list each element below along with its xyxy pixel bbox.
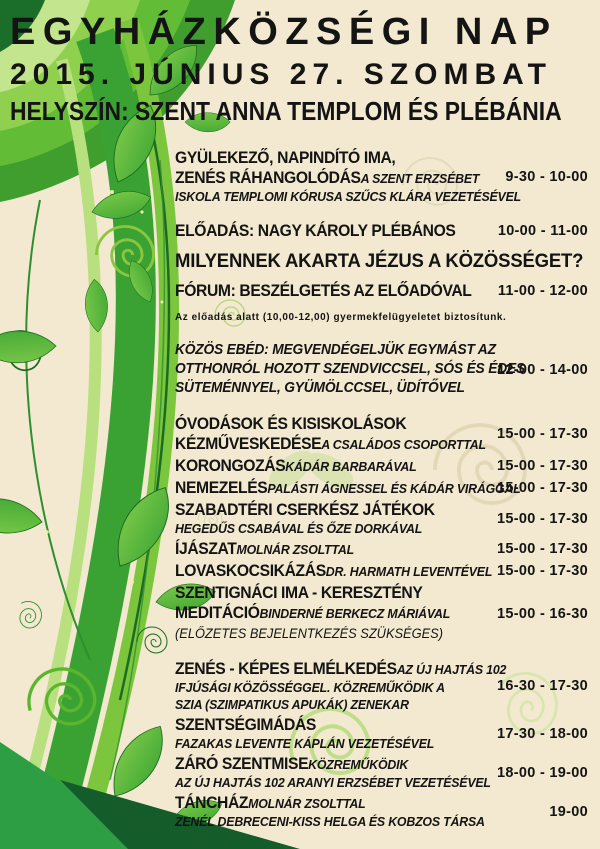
schedule-line bbox=[175, 281, 472, 301]
schedule-text: ISKOLA TEMPLOMI KÓRUSA SZŰCS KLÁRA VEZETÉSÉVEL bbox=[175, 189, 522, 204]
schedule-text: LOVASKOCSIKÁZÁS bbox=[175, 562, 326, 580]
schedule-item-lines bbox=[175, 715, 476, 752]
schedule-line bbox=[175, 715, 461, 735]
schedule-time: 15-00 - 17-30 bbox=[497, 541, 588, 557]
schedule-text: OTTHONRÓL HOZOTT SZENDVICCSEL, SÓS ÉS ÉDES bbox=[175, 361, 525, 377]
schedule-text: HEGEDŰS CSABÁVAL ÉS ŐZE DORKÁVAL bbox=[175, 521, 423, 536]
schedule-item-lines bbox=[175, 341, 525, 398]
schedule-time: 15-00 - 17-30 bbox=[497, 510, 588, 527]
schedule-item bbox=[175, 715, 588, 752]
schedule-text: PALÁSTI ÁGNESSEL ÉS KÁDÁR VIRÁGGAL bbox=[267, 481, 521, 496]
schedule-text: ZENÉS - KÉPES ELMÉLKEDÉS bbox=[175, 660, 397, 678]
schedule-item-lines bbox=[175, 561, 493, 581]
schedule-line bbox=[175, 774, 491, 791]
schedule-line bbox=[175, 379, 465, 398]
schedule-item bbox=[175, 414, 588, 454]
schedule-text: IFJÚSÁGI KÖZÖSSÉGGEL. KÖZREMŰKÖDIK A bbox=[175, 680, 445, 695]
schedule-text: MEDITÁCIÓ bbox=[175, 604, 260, 622]
schedule-line bbox=[175, 500, 461, 520]
schedule-item bbox=[175, 309, 588, 325]
schedule-time: 12-00 - 14-00 bbox=[497, 361, 588, 378]
schedule-line bbox=[175, 813, 485, 830]
schedule-text: ELŐADÁS: NAGY KÁROLY PLÉBÁNOS bbox=[175, 222, 456, 240]
schedule-item-lines bbox=[175, 583, 476, 623]
schedule-item-lines bbox=[175, 793, 485, 830]
schedule-time: 15-00 - 17-30 bbox=[497, 426, 588, 442]
schedule-list bbox=[175, 148, 588, 830]
schedule-line bbox=[175, 625, 461, 643]
poster-header bbox=[10, 10, 600, 127]
schedule-time: 10-00 - 11-00 bbox=[497, 223, 588, 239]
schedule-time: 17-30 - 18-00 bbox=[497, 725, 588, 742]
schedule-text: SZENTSÉGIMÁDÁS bbox=[175, 716, 317, 734]
schedule-time: 15-00 - 17-30 bbox=[497, 563, 588, 579]
schedule-text: A CSALÁDOS CSOPORTTAL bbox=[321, 437, 486, 452]
schedule-item bbox=[175, 500, 588, 537]
schedule-item-lines bbox=[175, 500, 476, 537]
schedule-text: SZABADTÉRI CSERKÉSZ JÁTÉKOK bbox=[175, 501, 435, 519]
schedule-item bbox=[175, 148, 588, 205]
schedule-text: DR. HARMATH LEVENTÉVEL bbox=[325, 564, 493, 579]
schedule-line bbox=[175, 679, 461, 696]
schedule-line bbox=[175, 539, 461, 559]
schedule-line bbox=[175, 478, 521, 498]
schedule-time: 15-00 - 17-30 bbox=[497, 458, 588, 474]
schedule-line bbox=[175, 249, 584, 273]
schedule-item bbox=[175, 539, 588, 559]
schedule-text: KORONGOZÁS bbox=[175, 457, 286, 475]
schedule-line bbox=[175, 168, 480, 188]
schedule-item-lines bbox=[175, 659, 507, 713]
schedule-text: KÖZREMŰKÖDIK bbox=[308, 757, 409, 772]
schedule-line bbox=[175, 561, 493, 581]
poster-date: 2015. JÚNIUS 27. SZOMBAT bbox=[10, 58, 552, 91]
schedule-item bbox=[175, 281, 588, 301]
schedule-text: FÓRUM: BESZÉLGETÉS AZ ELŐADÓVAL bbox=[175, 282, 472, 300]
schedule-text: KÉZMŰVESKEDÉSE bbox=[175, 435, 322, 453]
schedule-item-lines bbox=[175, 148, 522, 205]
schedule-item-lines bbox=[175, 221, 476, 241]
schedule-item bbox=[175, 583, 588, 623]
schedule-text: MOLNÁR ZSOLTTAL bbox=[248, 796, 366, 811]
schedule-item bbox=[175, 341, 588, 398]
schedule-line bbox=[175, 341, 496, 360]
schedule-text: ZENÉL DEBRECENI-KISS HELGA ÉS KOBZOS TÁRSA bbox=[175, 814, 485, 829]
schedule-text: SÜTEMÉNNYEL, GYÜMÖLCCSEL, ÜDÍTŐVEL bbox=[175, 380, 465, 396]
schedule-line bbox=[175, 583, 461, 603]
schedule-text: KÖZÖS EBÉD: MEGVENDÉGELJÜK EGYMÁST AZ bbox=[175, 342, 496, 358]
schedule-text: AZ ÚJ HAJTÁS 102 bbox=[396, 662, 507, 677]
schedule-text: ZENÉS RÁHANGOLÓDÁS bbox=[175, 169, 361, 187]
schedule-line bbox=[175, 221, 461, 241]
schedule-line bbox=[175, 696, 461, 713]
schedule-item bbox=[175, 561, 588, 581]
schedule-item-lines bbox=[175, 281, 476, 301]
schedule-item-lines bbox=[175, 625, 476, 643]
schedule-text: TÁNCHÁZ bbox=[175, 794, 249, 812]
schedule-line bbox=[175, 148, 461, 168]
schedule-line bbox=[175, 603, 461, 623]
schedule-item bbox=[175, 456, 588, 476]
schedule-time: 18-00 - 19-00 bbox=[497, 764, 588, 781]
schedule-line bbox=[175, 754, 461, 774]
schedule-item bbox=[175, 754, 588, 791]
schedule-line bbox=[175, 360, 525, 379]
schedule-item bbox=[175, 659, 588, 713]
schedule-text: SZIA (SZIMPATIKUS APUKÁK) ZENEKAR bbox=[175, 697, 409, 712]
schedule-item bbox=[175, 221, 588, 241]
schedule-text: ÍJÁSZAT bbox=[175, 540, 237, 558]
schedule-item bbox=[175, 478, 588, 498]
schedule-line bbox=[175, 456, 461, 476]
schedule-text: NEMEZELÉS bbox=[175, 479, 268, 497]
schedule-line bbox=[175, 520, 461, 537]
schedule-item-lines bbox=[175, 309, 507, 325]
schedule-line bbox=[175, 414, 461, 434]
schedule-time: 19-00 bbox=[549, 803, 588, 820]
schedule-text: ÓVODÁSOK ÉS KISISKOLÁSOK bbox=[175, 415, 407, 433]
schedule-text: Az előadás alatt (10,00-12,00) gyermekfelügyeletet biztosítunk. bbox=[175, 311, 507, 323]
schedule-text: A SZENT ERZSÉBET bbox=[360, 171, 480, 186]
schedule-text: MOLNÁR ZSOLTTAL bbox=[236, 542, 354, 557]
schedule-item-lines bbox=[175, 754, 491, 791]
schedule-text: BINDERNÉ BERKECZ MÁRIÁVAL bbox=[259, 606, 451, 621]
schedule-line bbox=[175, 793, 461, 813]
schedule-item bbox=[175, 249, 588, 273]
schedule-item-lines bbox=[175, 539, 476, 559]
schedule-item bbox=[175, 793, 588, 830]
schedule-text: GYÜLEKEZŐ, NAPINDÍTÓ IMA, bbox=[175, 149, 396, 167]
poster-title: EGYHÁZKÖZSÉGI NAP bbox=[10, 11, 558, 53]
poster-location: HELYSZÍN: SZENT ANNA TEMPLOM ÉS PLÉBÁNIA bbox=[10, 96, 562, 126]
schedule-text: ZÁRÓ SZENTMISE bbox=[175, 755, 309, 773]
schedule-text: KÁDÁR BARBARÁVAL bbox=[285, 459, 417, 474]
schedule-item-lines bbox=[175, 414, 486, 454]
schedule-line bbox=[175, 735, 461, 752]
schedule-text: FAZAKAS LEVENTE KÁPLÁN VEZETÉSÉVEL bbox=[175, 736, 435, 751]
schedule-line bbox=[175, 434, 486, 454]
schedule-item-lines bbox=[175, 456, 476, 476]
schedule-item-lines bbox=[175, 478, 521, 498]
schedule-line bbox=[175, 659, 507, 679]
schedule-time: 15-00 - 17-30 bbox=[497, 480, 588, 496]
schedule-time: 16-30 - 17-30 bbox=[497, 678, 588, 694]
schedule-line bbox=[175, 188, 522, 205]
schedule-text: AZ ÚJ HAJTÁS 102 ARANYI ERZSÉBET VEZETÉSÉVEL bbox=[175, 775, 491, 790]
schedule-text: SZENTIGNÁCI IMA - KERESZTÉNY bbox=[175, 584, 423, 602]
schedule-time: 11-00 - 12-00 bbox=[497, 283, 588, 299]
schedule-text: MILYENNEK AKARTA JÉZUS A KÖZÖSSÉGET? bbox=[175, 250, 584, 272]
schedule-text: (ELŐZETES BEJELENTKEZÉS SZÜKSÉGES) bbox=[175, 626, 443, 641]
schedule-time: 15-00 - 16-30 bbox=[497, 606, 588, 622]
schedule-item-lines bbox=[175, 249, 584, 273]
schedule-line bbox=[175, 309, 507, 325]
schedule-item bbox=[175, 625, 588, 643]
schedule-time: 9-30 - 10-00 bbox=[505, 168, 588, 185]
